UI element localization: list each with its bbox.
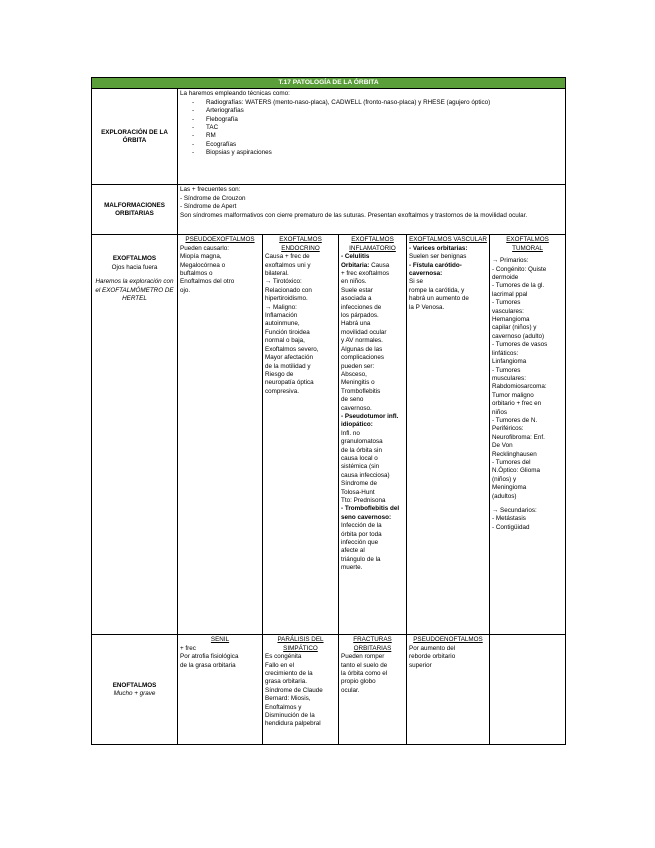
text-line: Exoftalmos severo, (265, 345, 319, 353)
subheading: - Varices orbitarias: (409, 244, 468, 252)
exploracion-intro: La haremos empleando técnicas como: (180, 90, 290, 98)
text-line: de la grasa orbitaria (180, 661, 236, 669)
text-line: - Metástasis (492, 515, 526, 523)
col-pseudoexoftalmos (178, 235, 263, 635)
text-line: vasculares: (492, 307, 524, 315)
column-header: PSEUDOEXOFTALMOS (185, 236, 255, 244)
exploracion-list (180, 99, 563, 158)
text-line: Tumor maligno (492, 391, 534, 399)
text-line: Por atrofia fisiológica (180, 653, 239, 661)
column-header: EXOFTALMOS VASCULAR (409, 236, 487, 244)
subheading: - Celulitis (341, 253, 370, 261)
column-header: EXOFTALMOS INFLAMATORIO (349, 236, 396, 252)
text-line: bilateral. (265, 270, 289, 278)
list-item: - TAC (206, 124, 563, 132)
text-line: - Tumores de vasos (492, 341, 548, 349)
text-line: Hemangioma (492, 316, 530, 324)
subheading: Orbitaria: (341, 261, 370, 269)
column-header: FRACTURAS ORBITARIAS (353, 636, 392, 652)
list-item: - Síndrome de Apert (180, 203, 237, 211)
text-line: Linfangioma (492, 358, 527, 366)
malformaciones-note: Son síndromes malformativos con cierre prematuro de las suturas. Presentan exoftalmos y trastornos de la movilidad ocular. (180, 211, 528, 219)
text-line: neuropatía óptica (265, 379, 314, 387)
text-line: linfáticos: (492, 349, 519, 357)
list-item: - Arteriografías (206, 107, 563, 115)
text-line: hipertiroidismo. (265, 295, 308, 303)
text-line: reborde orbitario (409, 653, 456, 661)
text-line: Inflamación (265, 312, 298, 320)
text-line: exoftalmos uni y (265, 261, 311, 269)
col-pseudoenoftalmos (407, 635, 490, 745)
text-line: - Tumores de la gl. (492, 282, 545, 290)
text-line: cavernoso (adulto) (492, 332, 545, 340)
malformaciones-content (178, 185, 566, 235)
col-fracturas (339, 635, 407, 745)
row-label-exoftalmos: EXOFTALMOS (112, 255, 157, 263)
exoftalmos-note: Haremos la exploración con el EXOFTALMÓMETRO DE HERTEL (95, 278, 174, 303)
text-line: tanto el suelo de (341, 661, 388, 669)
text-line: infección que (341, 539, 379, 547)
text-line: Causa (371, 261, 390, 269)
text-line: Tto: Prednisona (341, 497, 386, 504)
text-line: superior (409, 661, 432, 669)
text-line: Bernard: Miosis, (265, 695, 311, 703)
text-line: Tromboflebitis (341, 387, 381, 395)
text-line: → Tirotóxico: (265, 278, 302, 286)
text-line: triángulo de la (341, 555, 381, 563)
text-line: ojo. (180, 286, 191, 294)
text-line: Riesgo de (265, 370, 294, 378)
text-line: - Tumores (492, 366, 521, 374)
text-line: grasa orbitaria. (265, 678, 307, 686)
text-line: causa infecciosa) (341, 471, 390, 479)
text-line: granulomatosa (341, 438, 383, 446)
text-line: Disminución de la (265, 712, 315, 720)
text-line: De Von (492, 442, 513, 450)
text-line: compresiva. (265, 387, 299, 395)
text-line: propio globo (341, 678, 376, 686)
row-label-enoftalmos: ENOFTALMOS (112, 681, 157, 689)
text-line: los párpados. (341, 312, 379, 320)
text-line: asociada a (341, 295, 372, 303)
column-header: SENIL (210, 636, 230, 644)
text-line: Absceso, (341, 370, 367, 378)
text-line: Neurofibroma: Enf. (492, 433, 545, 441)
subheading: - Pseudotumor infl. idiopático: (341, 412, 399, 429)
text-line: orbitario + frec en (492, 400, 542, 408)
text-line: causa local o (341, 454, 378, 462)
text-line: + frec (180, 644, 196, 652)
text-line: Es congénita (265, 653, 302, 661)
text-line: y AV normales. (341, 337, 383, 345)
text-line: Infección de la (341, 522, 382, 530)
text-line: N.Óptico: Glioma (492, 467, 540, 475)
text-line: Meningioma (492, 484, 527, 492)
text-line: Miopía magna, (180, 253, 222, 261)
list-item: - RM (206, 132, 563, 140)
text-line: de la órbita sin (341, 446, 382, 454)
column-header: EXOFTALMOS TUMORAL (506, 236, 549, 252)
text-line: lacrimal ppal (492, 290, 528, 298)
text-line: Infl. no (341, 429, 360, 437)
text-line: → Secundarios: (492, 507, 537, 514)
text-line: - Tumores del (492, 458, 531, 466)
text-line: normal o baja, (265, 337, 305, 345)
text-line: Rabdomiosarcoma: (492, 383, 547, 391)
text-line: Enoftalmos y (265, 703, 302, 711)
text-line: Relacionado con (265, 286, 312, 294)
text-line: - Contigüidad (492, 523, 530, 531)
text-line: musculares: (492, 374, 526, 382)
text-line: la P Venosa. (409, 303, 445, 311)
row-label-enoftalmos-cell (92, 635, 178, 745)
text-line: Recklinghausen (492, 450, 537, 458)
text-line: en niños. (341, 278, 367, 286)
exoftalmos-subtitle: Ojos hacia fuera (111, 263, 158, 271)
col-senil (178, 635, 263, 745)
text-line: órbita por toda (341, 530, 382, 538)
list-item: - Síndrome de Crouzon (180, 194, 246, 202)
row-label-exploracion: EXPLORACIÓN DE LA ÓRBITA (92, 89, 178, 185)
table-title: T.17 PATOLOGÍA DE LA ÓRBITA (92, 78, 566, 89)
text-line: ocular. (341, 686, 360, 694)
text-line: de la motilidad y (265, 362, 311, 370)
row-label-exoftalmos-cell (92, 235, 178, 635)
text-line: - Congénito: Quiste (492, 265, 547, 273)
empty-cell (490, 635, 566, 745)
text-line: rompe la carótida, y (409, 286, 465, 294)
text-line: Pueden causarlo: (180, 244, 230, 252)
text-line: hendidura palpebral (265, 720, 321, 728)
subheading: - Tromboflebitis del seno cavernoso: (341, 505, 400, 521)
text-line: sistémica (sin (341, 463, 380, 471)
text-line: autoinmune, (265, 320, 300, 328)
text-line: - Tumores de N. (492, 416, 538, 424)
column-header: EXOFTALMOS ENDOCRINO (279, 236, 322, 252)
list-item: - Radiografías: WATERS (mento-naso-placa), CADWELL (fronto-naso-placa) y RHESE (agujero óptico) (206, 99, 563, 107)
text-line: (adultos) (492, 492, 517, 500)
text-line: niños (492, 408, 508, 416)
text-line: → Maligno: (265, 303, 297, 311)
enoftalmos-subtitle: Mucho + grave (113, 689, 156, 697)
text-line: Suele estar (341, 286, 373, 294)
text-line: - Tumores (492, 299, 521, 307)
text-line: Síndrome de (341, 480, 378, 488)
malformaciones-intro: Las + frecuentes son: (180, 186, 241, 194)
text-line: de seno (341, 396, 364, 404)
text-line: Causa + frec de (265, 253, 310, 261)
text-line: Por aumento del (409, 644, 456, 652)
text-line: cavernoso. (341, 404, 372, 412)
text-line: buftalmos o (180, 270, 213, 278)
text-line: Enoftalmos del otro (180, 278, 235, 286)
text-line: Pueden romper (341, 653, 385, 661)
text-line: Meningitis o (341, 379, 375, 387)
text-line: Habrá una (341, 320, 371, 328)
row-label-malformaciones: MALFORMACIONES ORBITARIAS (92, 185, 178, 235)
subheading: - Fístula carótido-cavernosa: (409, 261, 462, 278)
text-line: Algunas de las (341, 345, 383, 353)
text-line: Síndrome de Claude (265, 686, 323, 694)
exploracion-content (178, 89, 566, 185)
text-line: la órbita como el (341, 670, 388, 678)
orbit-pathology-table (91, 77, 566, 745)
col-inflamatorio (339, 235, 407, 635)
text-line: afecte al (341, 547, 365, 555)
text-line: pueden ser: (341, 362, 375, 370)
text-line: capilar (niños) y (492, 324, 537, 332)
text-line: Periféricos: (492, 425, 524, 433)
list-item: - Biopsias y aspiraciones (206, 149, 563, 157)
text-line: complicaciones (341, 354, 385, 362)
text-line: dermoide (492, 274, 519, 282)
text-line: + frec exoftalmos (341, 270, 390, 278)
text-line: → Primarios: (492, 257, 529, 265)
text-line: (niños) y (492, 475, 517, 483)
col-vascular (407, 235, 490, 635)
text-line: Suelen ser benignas (409, 253, 467, 261)
text-line: habrá un aumento de (409, 295, 469, 303)
column-header: PSEUDOENOFTALMOS (413, 636, 483, 644)
text-line: Mayor afectación (265, 354, 313, 362)
column-header: PARÁLISIS DEL SIMPÁTICO (277, 636, 324, 652)
list-item: - Ecografías (206, 141, 563, 149)
text-line: crecimiento de la (265, 670, 313, 678)
text-line: Fallo en el (265, 661, 295, 669)
text-line: Megalocórnea o (180, 261, 226, 269)
col-endocrino (263, 235, 339, 635)
col-tumoral (490, 235, 566, 635)
text-line: Si se (409, 278, 423, 286)
text-line: muerte. (341, 564, 363, 572)
list-item: - Flebografía (206, 116, 563, 124)
col-paralisis (263, 635, 339, 745)
text-line: Función tiroidea (265, 328, 310, 336)
text-line: movilidad ocular (341, 328, 387, 336)
text-line: Tolosa-Hunt (341, 488, 375, 496)
text-line: infecciones de (341, 303, 382, 311)
